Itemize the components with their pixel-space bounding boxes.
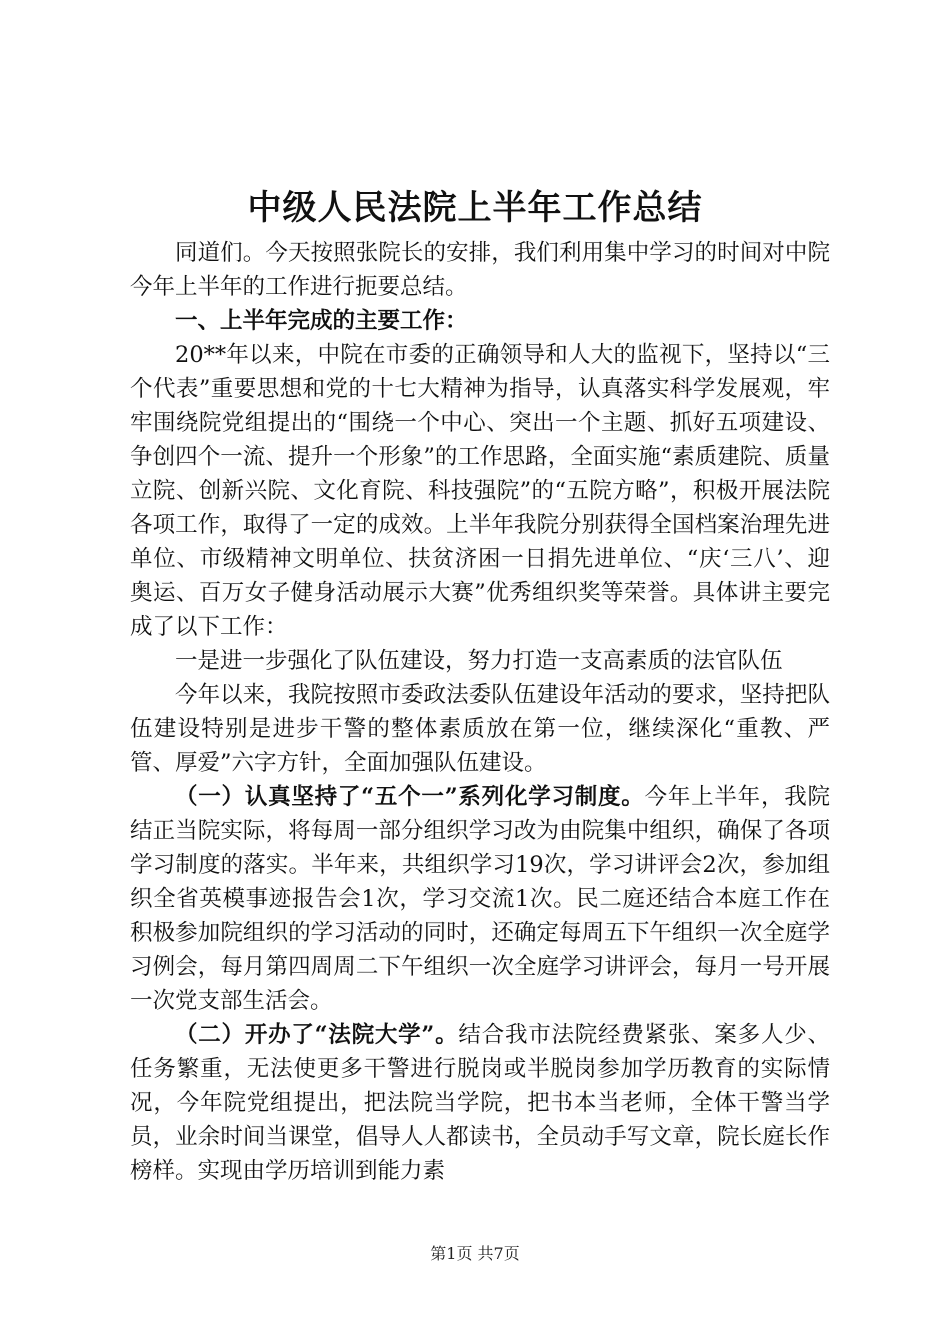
paragraph-intro: 同道们。今天按照张院长的安排，我们利用集中学习的时间对中院今年上半年的工作进行扼要总结。: [130, 240, 830, 300]
paragraph-study-system: [130, 780, 830, 1018]
paragraph-subheading: 一是进一步强化了队伍建设，努力打造一支高素质的法官队伍: [175, 648, 783, 674]
section-heading: 一、上半年完成的主要工作：: [175, 308, 468, 334]
paragraph-text-university: 结合我市法院经费紧张、案多人少、任务繁重，无法使更多干警进行脱岗或半脱岗参加学历教育的实际情况，今年院党组提出，把法院当学院，把书本当老师，全体干警当学员，业余时间当课堂，倡导人人都读书，全员动手写文章，院长庭长作榜样。实现由学历培训到能力素: [130, 1022, 830, 1184]
paragraph-lead-university: （二）开办了“法院大学”。: [175, 1022, 459, 1048]
paragraph-team-building: 今年以来，我院按照市委政法委队伍建设年活动的要求，坚持把队伍建设特别是进步干警的整体素质放在第一位，继续深化“重教、严管、厚爱”六字方针，全面加强队伍建设。: [130, 682, 830, 776]
document-title: 中级人民法院上半年工作总结: [247, 188, 703, 228]
paragraph-court-university: [130, 1018, 830, 1188]
paragraph-overview: 20**年以来，中院在市委的正确领导和人大的监视下，坚持以“三个代表”重要思想和党的十七大精神为指导，认真落实科学发展观，牢牢围绕院党组提出的“围绕一个中心、突出一个主题、抓好五项建设、争创四个一流、提升一个形象”的工作思路，全面实施“素质建院、质量立院、创新兴院、文化育院、科技强院”的“五院方略”，积极开展法院各项工作，取得了一定的成效。上半年我院分别获得全国档案治理先进单位、市级精神文明单位、扶贫济困一日捐先进单位、“庆‘三八’、迎奥运、百万女子健身活动展示大赛”优秀组织奖等荣誉。具体讲主要完成了以下工作：: [130, 342, 830, 640]
paragraph-lead-study: （一）认真坚持了“五个一”系列化学习制度。: [175, 784, 645, 810]
paragraph-text-study: 今年上半年，我院结正当院实际，将每周一部分组织学习改为由院集中组织，确保了各项学习制度的落实。半年来，共组织学习19次，学习讲评会2次，参加组织全省英模事迹报告会1次，学习交流1次。民二庭还结合本庭工作在积极参加院组织的学习活动的同时，还确定每周五下午组织一次全庭学习例会，每月第四周周二下午组织一次全庭学习讲评会，每月一号开展一次党支部生活会。: [130, 784, 830, 1014]
document-body: [130, 236, 830, 1188]
page-footer: 第1页 共7页: [430, 1244, 520, 1263]
